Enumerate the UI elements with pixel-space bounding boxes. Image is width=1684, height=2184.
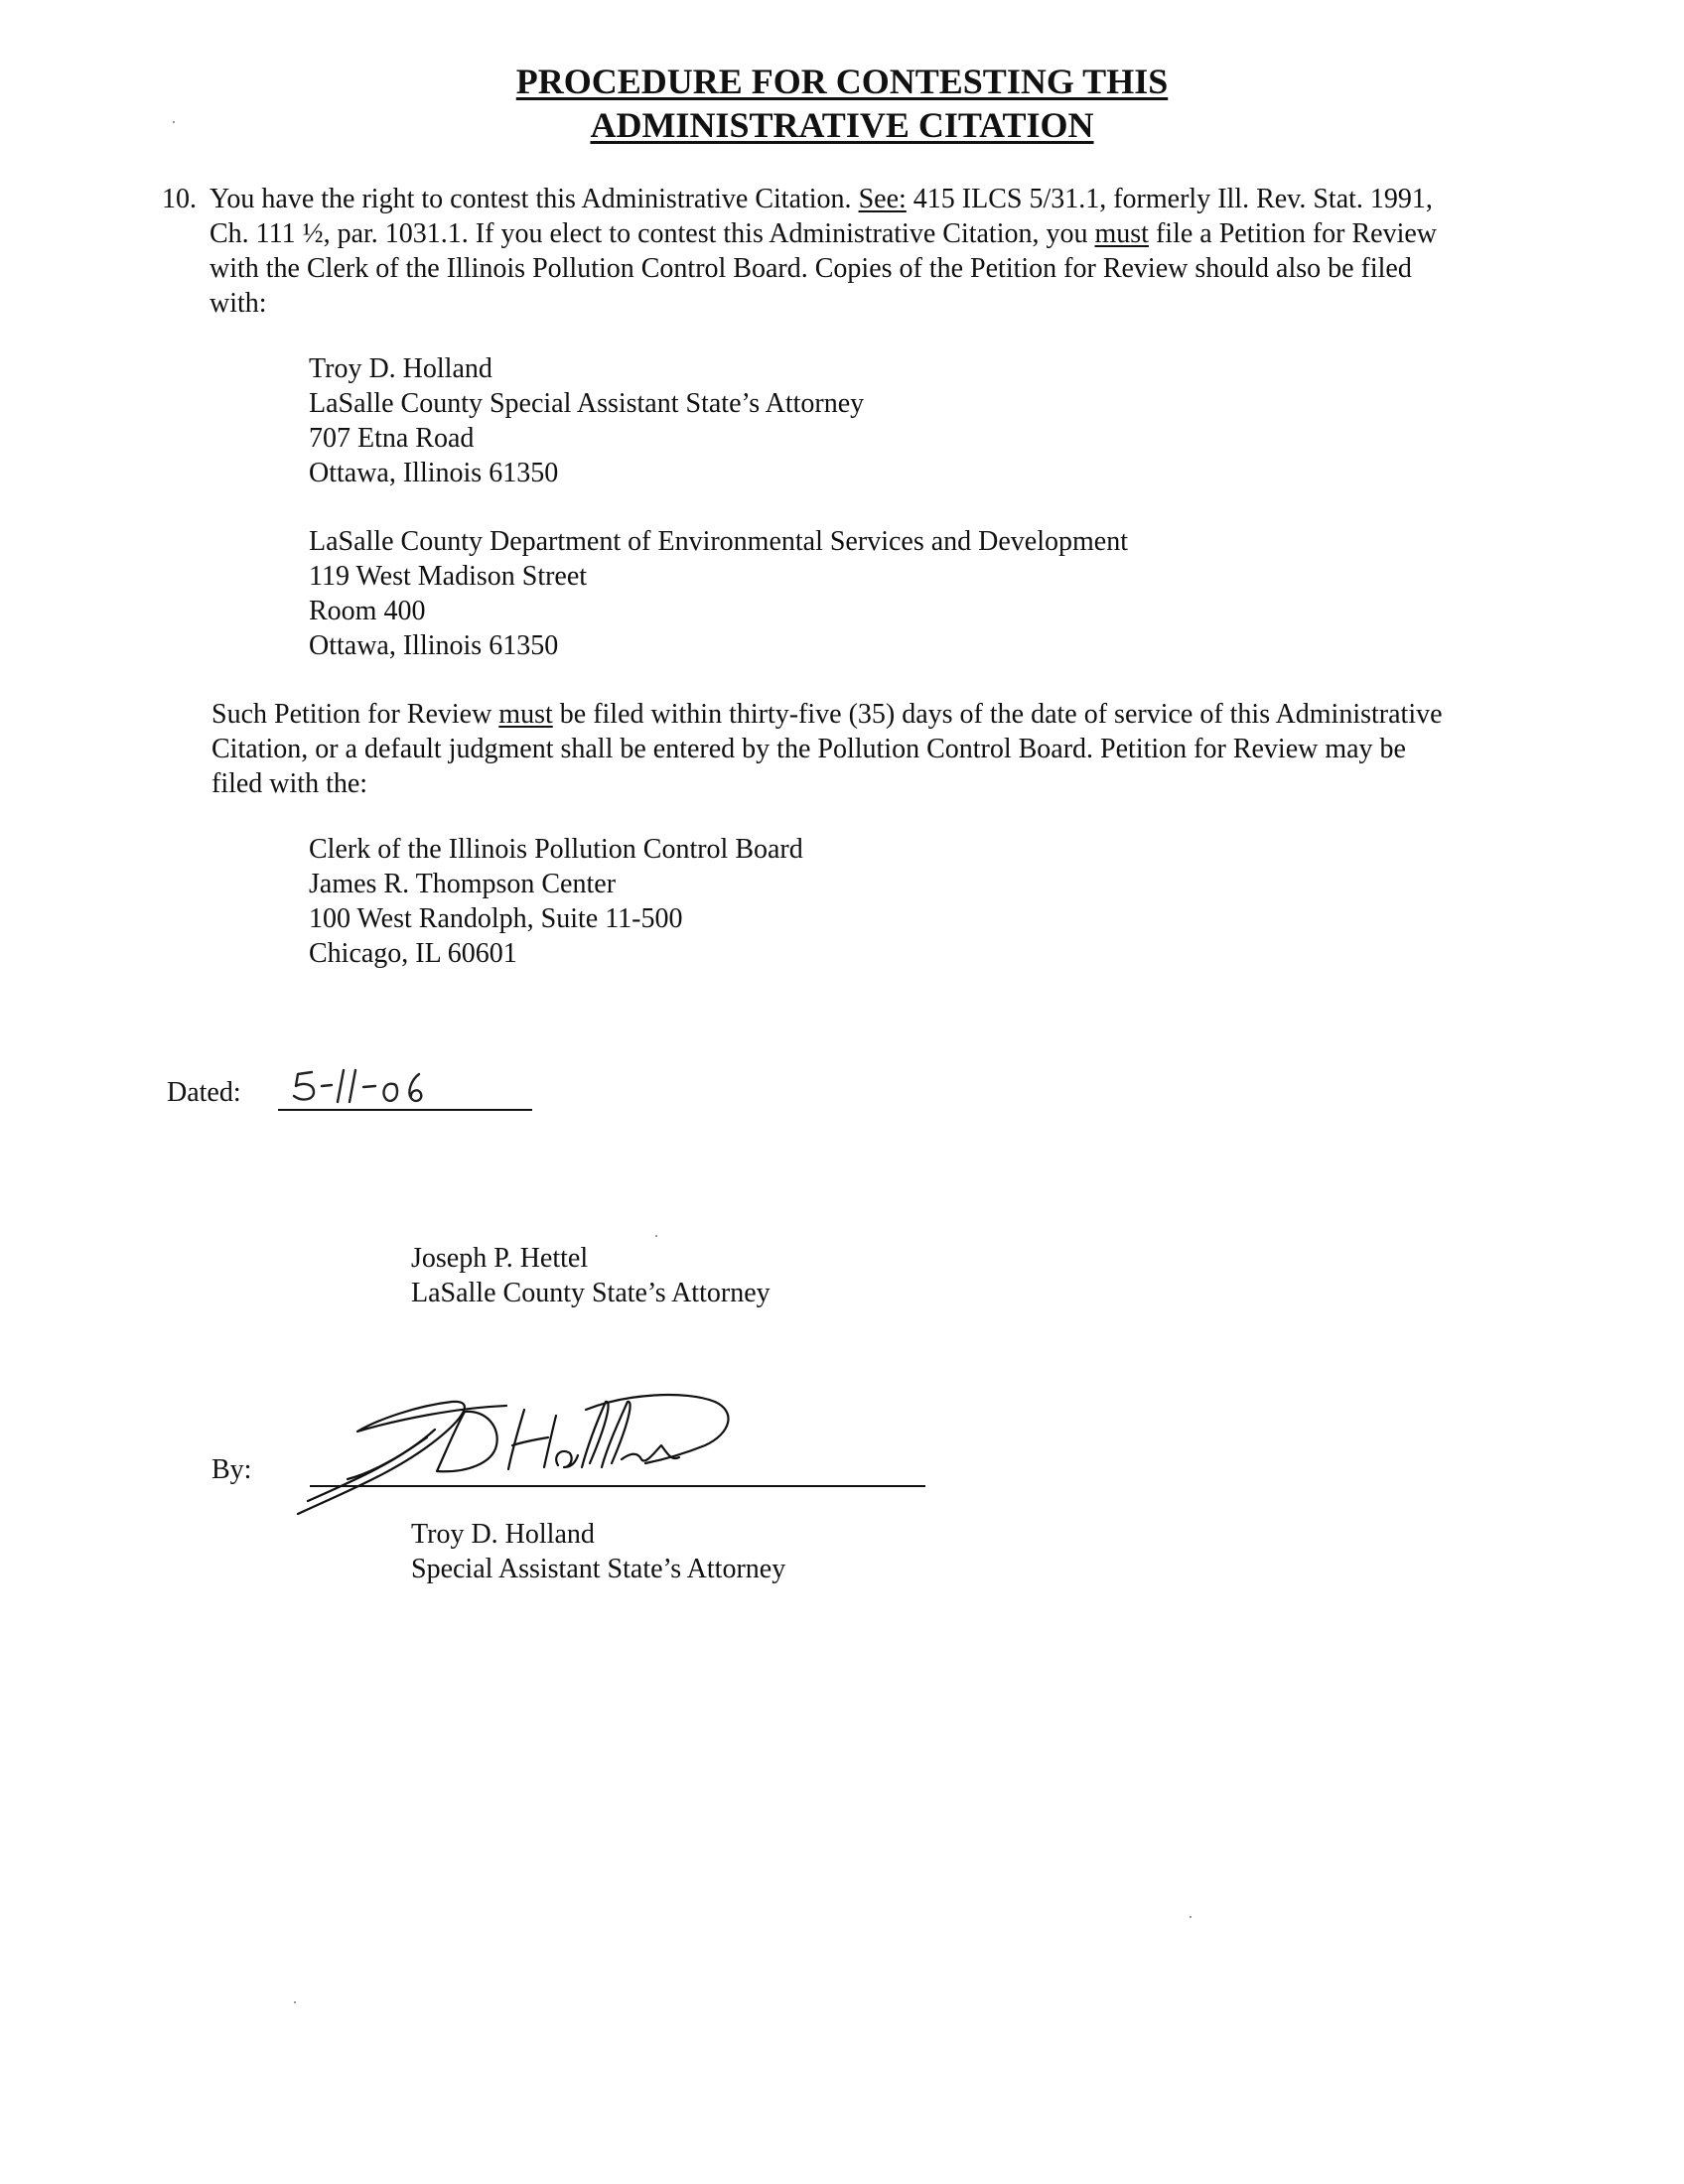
emphasis-must: must: [1094, 218, 1149, 249]
address-city: Ottawa, Illinois 61350: [309, 458, 559, 488]
address-street: 119 West Madison Street: [309, 561, 588, 592]
text-run: file a Petition for Review: [1148, 218, 1438, 249]
signer-title: Special Assistant State’s Attorney: [411, 1554, 786, 1584]
address-name: Troy D. Holland: [309, 353, 492, 384]
address-room: Room 400: [309, 596, 426, 626]
paragraph-10-line-3: with the Clerk of the Illinois Pollution Control Board. Copies of the Petition for Review should also be filed: [210, 253, 1412, 284]
scan-speck: [1190, 1916, 1192, 1918]
address-city: Chicago, IL 60601: [309, 938, 517, 969]
text-run: Ch. 111 ½, par. 1031.1. If you elect to contest this Administrative Citation, you: [210, 218, 1095, 249]
address-street: 100 West Randolph, Suite 11-500: [309, 903, 683, 934]
emphasis-must: must: [498, 699, 553, 730]
paragraph-10-line-2: [210, 216, 1552, 251]
title-line-1: PROCEDURE FOR CONTESTING THIS: [515, 62, 1169, 101]
text-run: be filed within thirty-five (35) days of the date of service of this Administrative: [552, 699, 1443, 730]
text-run: 415 ILCS 5/31.1, formerly Ill. Rev. Stat. 1991,: [906, 184, 1433, 214]
scan-speck: [173, 121, 175, 123]
text-run: Such Petition for Review: [211, 699, 499, 730]
signer-block-special-assistant: [411, 1517, 785, 1586]
paragraph-line-2: Citation, or a default judgment shall be entered by the Pollution Control Board. Petition for Review may be: [211, 734, 1406, 764]
address-block-clerk: [309, 832, 803, 971]
address-street: 707 Etna Road: [309, 423, 475, 454]
by-label: By:: [211, 1454, 252, 1485]
paragraph-line-1: [211, 697, 1443, 732]
address-block-attorney: [309, 351, 864, 490]
handwritten-signature: [288, 1380, 765, 1519]
scan-speck: [294, 2001, 296, 2003]
address-name: Clerk of the Illinois Pollution Control Board: [309, 834, 803, 865]
see-citation: See:: [858, 184, 907, 214]
address-name: LaSalle County Department of Environmental Services and Development: [309, 526, 1128, 557]
address-city: Ottawa, Illinois 61350: [309, 630, 559, 661]
page-title: [0, 60, 1684, 147]
address-block-department: [309, 524, 1128, 663]
paragraph-10-body: [210, 182, 1552, 321]
paragraph-number: 10.: [162, 184, 197, 214]
dated-label: Dated:: [167, 1077, 241, 1108]
paragraph-filing-deadline: [211, 697, 1443, 801]
signer-block-states-attorney: [411, 1241, 771, 1310]
signer-name: Troy D. Holland: [411, 1519, 595, 1550]
scan-speck: [655, 1235, 657, 1237]
address-building: James R. Thompson Center: [309, 869, 617, 899]
signer-title: LaSalle County State’s Attorney: [411, 1278, 771, 1308]
signer-name: Joseph P. Hettel: [411, 1243, 589, 1274]
paragraph-10-line-1: [210, 182, 1552, 216]
paragraph-line-3: filed with the:: [211, 768, 368, 799]
address-title: LaSalle County Special Assistant State’s Attorney: [309, 388, 865, 419]
handwritten-date: [290, 1062, 449, 1112]
paragraph-10: [162, 182, 1552, 321]
paragraph-10-line-4: with:: [210, 288, 267, 319]
title-line-2: ADMINISTRATIVE CITATION: [590, 105, 1094, 145]
text-run: You have the right to contest this Administrative Citation.: [210, 184, 859, 214]
